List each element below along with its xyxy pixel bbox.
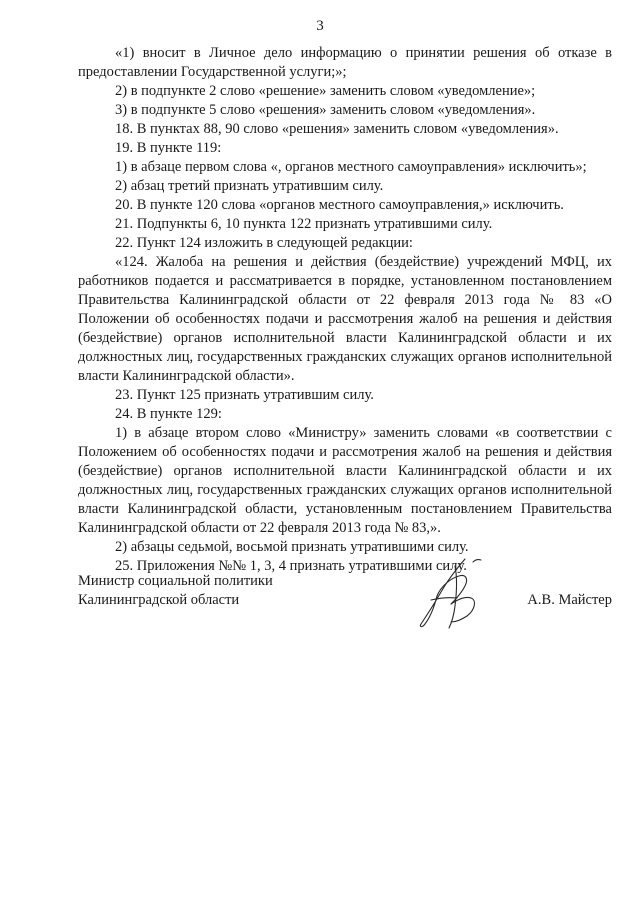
signer-title-line-2: Калининградской области [78, 592, 240, 608]
signature-block [78, 572, 612, 632]
paragraph: 1) в абзаце первом слова «, органов местного самоуправления» исключить»; [115, 159, 587, 175]
paragraph: 1) в абзаце втором слово «Министру» заменить словами «в соответствии с Положением об особенностях подачи и рассмотрения жалоб на решения и действия (бездействие) органов исполнительной власти Калининградской области и их должностных лиц, государственных гражданских служащих органов исполнительной власти Калининградской области, установленным постановлением Правительства Калининградской области от 22 февраля 2013 года № 83,». [78, 425, 612, 536]
signer-title [78, 572, 273, 610]
paragraph: 3) в подпункте 5 слово «решения» заменить словом «уведомления». [115, 102, 536, 118]
paragraph: 18. В пунктах 88, 90 слово «решения» заменить словом «уведомления». [115, 121, 559, 137]
paragraph: 23. Пункт 125 признать утратившим силу. [115, 387, 374, 403]
paragraph: 25. Приложения №№ 1, 3, 4 признать утратившими силу. [115, 558, 467, 574]
paragraph: 24. В пункте 129: [115, 406, 222, 422]
paragraph: 2) абзац третий признать утратившим силу. [115, 178, 384, 194]
signer-title-line-1: Министр социальной политики [78, 573, 273, 589]
paragraph: 21. Подпункты 6, 10 пункта 122 признать утратившими силу. [115, 216, 493, 232]
page-number: 3 [316, 18, 324, 34]
paragraph: «124. Жалоба на решения и действия (бездействие) учреждений МФЦ, их работников подается и рассматривается в порядке, установленном постановлением Правительства Калининградской области от 22 февраля 2013 года № 83 «О Положении об особенностях подачи и рассмотрения жалоб на решения и действия (бездействие) органов исполнительной власти Калининградской области и их должностных лиц, государственных гражданских служащих органов исполнительной власти Калининградской области». [78, 254, 612, 384]
paragraph: 22. Пункт 124 изложить в следующей редакции: [115, 235, 413, 251]
signer-name: А.В. Майстер [527, 592, 612, 608]
paragraph: 2) в подпункте 2 слово «решение» заменить словом «уведомление»; [115, 83, 536, 99]
document-body [78, 44, 612, 576]
paragraph: 2) абзацы седьмой, восьмой признать утратившими силу. [115, 539, 469, 555]
handwritten-signature-icon [411, 556, 493, 632]
paragraph: 19. В пункте 119: [115, 140, 222, 156]
paragraph: «1) вносит в Личное дело информацию о принятии решения об отказе в предоставлении Государственной услуги;»; [78, 45, 612, 80]
paragraph: 20. В пункте 120 слова «органов местного самоуправления,» исключить. [115, 197, 564, 213]
